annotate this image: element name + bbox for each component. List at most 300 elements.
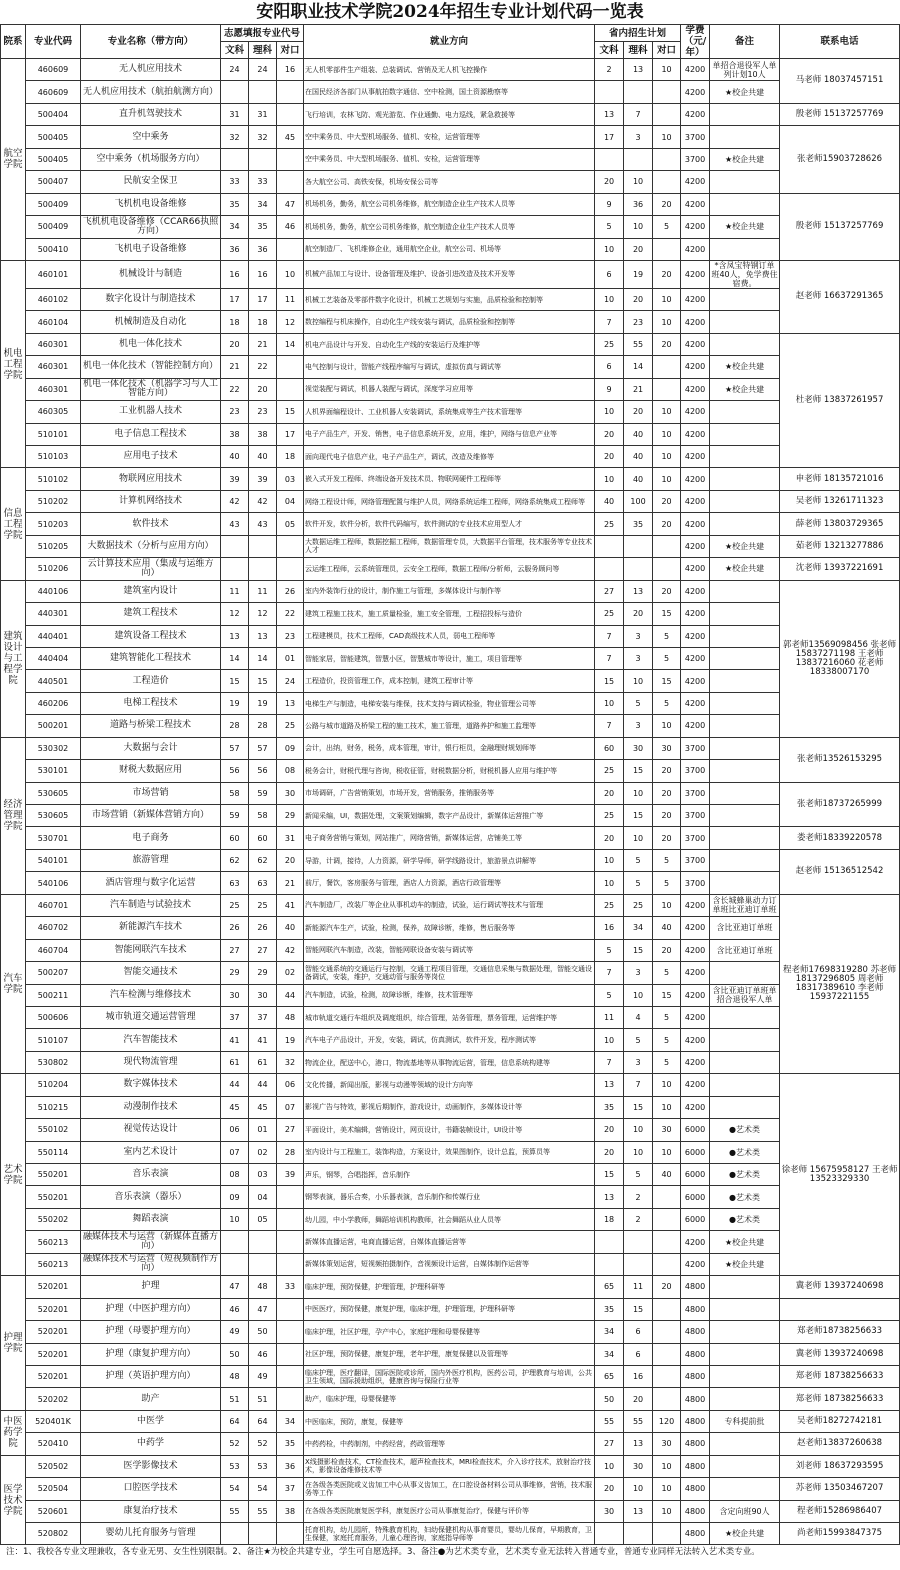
zy-wenke-code: 37	[221, 1006, 249, 1028]
plan-like: 40	[624, 446, 653, 468]
job-direction: 物流企业，配送中心，港口，物流基地等从事物流运营，管理，信息系统构建等	[304, 1051, 595, 1073]
job-direction: 在各级各类医院康复医学科，康复医疗公司从事康复治疗，保健与评价等	[304, 1500, 595, 1522]
table-row	[1, 535, 900, 557]
zy-duikou-code: 46	[277, 216, 304, 238]
table-row	[1, 171, 900, 193]
tuition-fee: 4800	[681, 1433, 710, 1455]
contact-phone: 程老师17698319280 苏老师18137296805 周老师18317389610 李老师15937221155	[780, 894, 900, 1074]
job-direction: 社区护理，预防保健，康复护理，老年护理，康复保健以及管理等	[304, 1343, 595, 1365]
zy-like-code	[249, 1253, 277, 1275]
plan-wenke: 6	[595, 260, 624, 288]
zy-duikou-code: 12	[277, 311, 304, 333]
major-name: 飞机机电设备维修	[81, 193, 221, 215]
tuition-fee: 4200	[681, 715, 710, 737]
note	[710, 805, 780, 827]
zy-like-code: 26	[249, 917, 277, 939]
zy-like-code	[249, 81, 277, 103]
major-name: 工程造价	[81, 670, 221, 692]
note	[710, 603, 780, 625]
note	[710, 1365, 780, 1387]
job-direction: 工程建模员，技术工程师，CAD高级技术人员，弱电工程师等	[304, 625, 595, 647]
plan-wenke: 9	[595, 378, 624, 400]
job-direction: 托育机构，幼儿园所，特殊教育机构，妇幼保健机构从事育婴员，婴幼儿保育，早期教育，卫生保健，家庭托育服务，儿童心理咨询，家庭指导师等	[304, 1523, 595, 1545]
tuition-fee: 4800	[681, 1321, 710, 1343]
major-code: 500606	[26, 1006, 81, 1028]
job-direction: 电梯生产与制造，电梯安装与维保，技术支持与调试检验，物业管理公司等	[304, 692, 595, 714]
tuition-fee: 4200	[681, 692, 710, 714]
zy-wenke-code: 26	[221, 917, 249, 939]
table-row	[1, 1343, 900, 1365]
plan-wenke: 2	[595, 59, 624, 81]
note	[710, 311, 780, 333]
table-row	[1, 1231, 900, 1253]
major-code: 440404	[26, 647, 81, 669]
job-direction: 大数据运维工程师，数据挖掘工程师，数据管理专员，大数据平台管理，技术服务等专业技术人才	[304, 535, 595, 557]
tuition-fee: 4200	[681, 401, 710, 423]
plan-duikou: 10	[653, 311, 681, 333]
major-name: 数字化设计与制造技术	[81, 288, 221, 310]
table-row	[1, 1253, 900, 1275]
table-row	[1, 1500, 900, 1522]
plan-duikou: 10	[653, 1141, 681, 1163]
zy-wenke-code	[221, 558, 249, 580]
major-name: 视觉传达设计	[81, 1119, 221, 1141]
major-code: 520502	[26, 1455, 81, 1477]
zy-like-code	[249, 1231, 277, 1253]
zy-duikou-code: 29	[277, 805, 304, 827]
zy-like-code: 43	[249, 513, 277, 535]
zy-wenke-code: 24	[221, 59, 249, 81]
table-row	[1, 311, 900, 333]
major-code: 500201	[26, 715, 81, 737]
note	[710, 737, 780, 759]
zy-like-code: 32	[249, 126, 277, 148]
zy-wenke-code: 58	[221, 782, 249, 804]
plan-wenke: 25	[595, 760, 624, 782]
major-name: 市场营销	[81, 782, 221, 804]
zy-duikou-code	[277, 356, 304, 378]
plan-duikou: 5	[653, 647, 681, 669]
major-name: 汽车制造与试验技术	[81, 894, 221, 916]
zy-like-code: 62	[249, 849, 277, 871]
plan-wenke: 7	[595, 962, 624, 984]
contact-phone: 程老师15286986407	[780, 1500, 900, 1522]
zy-duikou-code: 01	[277, 647, 304, 669]
major-code: 510203	[26, 513, 81, 535]
contact-phone: 苏老师 13503467207	[780, 1478, 900, 1500]
plan-duikou: 20	[653, 490, 681, 512]
plan-wenke	[595, 535, 624, 557]
zy-wenke-code: 52	[221, 1433, 249, 1455]
job-direction: 汽车制造厂，改装厂等企业从事机动车的制造，试验，运行调试等技术与管理	[304, 894, 595, 916]
note: 含比亚迪订单班	[710, 917, 780, 939]
zy-duikou-code: 11	[277, 288, 304, 310]
tuition-fee: 4200	[681, 468, 710, 490]
zy-wenke-code: 06	[221, 1119, 249, 1141]
note	[710, 468, 780, 490]
tuition-fee: 4200	[681, 1029, 710, 1051]
zy-like-code: 55	[249, 1500, 277, 1522]
major-code: 440106	[26, 580, 81, 602]
contact-phone: 赵老师 15136512542	[780, 849, 900, 894]
plan-duikou: 10	[653, 423, 681, 445]
zy-duikou-code: 39	[277, 1164, 304, 1186]
plan-like: 10	[624, 984, 653, 1006]
zy-duikou-code: 34	[277, 1410, 304, 1432]
major-name: 空中乘务	[81, 126, 221, 148]
header-plan-group: 省内招生计划	[595, 25, 681, 42]
plan-like: 6	[624, 1321, 653, 1343]
major-name: 应用电子技术	[81, 446, 221, 468]
major-code: 520202	[26, 1388, 81, 1410]
major-code: 510102	[26, 468, 81, 490]
contact-phone: 沈老师 13937221691	[780, 558, 900, 580]
zy-duikou-code	[277, 1343, 304, 1365]
tuition-fee: 3700	[681, 805, 710, 827]
plan-like	[624, 1231, 653, 1253]
note	[710, 1388, 780, 1410]
zy-like-code: 23	[249, 401, 277, 423]
plan-like: 15	[624, 760, 653, 782]
plan-wenke: 27	[595, 580, 624, 602]
major-name: 大数据技术（分析与应用方向）	[81, 535, 221, 557]
plan-like: 21	[624, 378, 653, 400]
plan-wenke: 10	[595, 1455, 624, 1477]
tuition-fee: 4800	[681, 1455, 710, 1477]
contact-phone: 吴老师 13261711323	[780, 490, 900, 512]
zy-like-code: 57	[249, 737, 277, 759]
zy-like-code: 16	[249, 260, 277, 288]
major-name: 汽车智能技术	[81, 1029, 221, 1051]
zy-wenke-code: 49	[221, 1321, 249, 1343]
zy-wenke-code: 41	[221, 1029, 249, 1051]
table-row	[1, 805, 900, 827]
job-direction: 智能网联汽车制造，改装，智能网联设备安装与调试等	[304, 939, 595, 961]
note	[710, 1074, 780, 1096]
table-row	[1, 939, 900, 961]
major-code: 510202	[26, 490, 81, 512]
major-code: 460206	[26, 692, 81, 714]
plan-like: 6	[624, 1343, 653, 1365]
note: ★校企共建	[710, 148, 780, 170]
major-name: 酒店管理与数字化运营	[81, 872, 221, 894]
enrollment-table	[0, 24, 900, 1545]
zy-wenke-code: 11	[221, 580, 249, 602]
tuition-fee: 4800	[681, 1365, 710, 1387]
zy-like-code	[249, 148, 277, 170]
note	[710, 193, 780, 215]
contact-phone: 冀老师 13937240698	[780, 1276, 900, 1298]
major-code: 510206	[26, 558, 81, 580]
job-direction: 机电产品设计与开发、自动化生产线的安装运行及维护等	[304, 333, 595, 355]
plan-like: 5	[624, 872, 653, 894]
zy-duikou-code: 36	[277, 1455, 304, 1477]
major-code: 500410	[26, 238, 81, 260]
note: ★校企共建	[710, 1523, 780, 1545]
major-name: 大数据与会计	[81, 737, 221, 759]
zy-like-code: 17	[249, 288, 277, 310]
plan-duikou: 20	[653, 827, 681, 849]
plan-wenke: 13	[595, 1074, 624, 1096]
job-direction: 声乐，钢琴，合唱指挥，音乐制作	[304, 1164, 595, 1186]
zy-duikou-code	[277, 103, 304, 125]
plan-like: 2	[624, 1208, 653, 1230]
major-code: 520401K	[26, 1410, 81, 1432]
plan-like: 7	[624, 1074, 653, 1096]
footnote: 注：1、我校各专业文理兼收，各专业无男、女生性别限制。2、备注★为校企共建专业，学生可自愿选择。3、备注●为艺术类专业，艺术类专业无法转入普通专业，普通专业同样无法转入艺术类专业。	[6, 1547, 760, 1557]
contact-phone: 张老师15903728626	[780, 126, 900, 193]
job-direction: 新能源汽车生产，试验，检测，保养，故障诊断，维修，售后服务等	[304, 917, 595, 939]
plan-wenke: 20	[595, 1119, 624, 1141]
plan-wenke: 25	[595, 894, 624, 916]
zy-duikou-code: 10	[277, 260, 304, 288]
note	[710, 1006, 780, 1028]
major-name: 云计算技术应用（集成与运维方向）	[81, 558, 221, 580]
department-name: 艺术学院	[1, 1074, 26, 1276]
plan-wenke: 60	[595, 737, 624, 759]
zy-like-code: 04	[249, 1186, 277, 1208]
plan-duikou: 10	[653, 1500, 681, 1522]
table-row	[1, 1074, 900, 1096]
job-direction: 视觉装配与调试，机器人装配与调试，深度学习应用等	[304, 378, 595, 400]
zy-like-code: 05	[249, 1208, 277, 1230]
major-code: 440401	[26, 625, 81, 647]
plan-duikou: 20	[653, 805, 681, 827]
tuition-fee: 4200	[681, 288, 710, 310]
plan-duikou	[653, 103, 681, 125]
zy-like-code: 44	[249, 1074, 277, 1096]
major-name: 飞机电子设备维修	[81, 238, 221, 260]
table-row	[1, 1276, 900, 1298]
tuition-fee: 4200	[681, 446, 710, 468]
table-row	[1, 126, 900, 148]
plan-wenke: 13	[595, 103, 624, 125]
contact-phone: 张老师18737265999	[780, 782, 900, 827]
plan-wenke: 25	[595, 805, 624, 827]
zy-duikou-code: 33	[277, 1276, 304, 1298]
major-name: 舞蹈表演	[81, 1208, 221, 1230]
contact-phone	[780, 1298, 900, 1320]
plan-duikou: 20	[653, 513, 681, 535]
tuition-fee: 3700	[681, 827, 710, 849]
table-row	[1, 81, 900, 103]
major-code: 550102	[26, 1119, 81, 1141]
zy-duikou-code: 24	[277, 670, 304, 692]
tuition-fee: 4200	[681, 59, 710, 81]
tuition-fee: 4200	[681, 171, 710, 193]
department-name: 信息工程学院	[1, 468, 26, 580]
table-row	[1, 670, 900, 692]
major-name: 旅游管理	[81, 849, 221, 871]
major-name: 音乐表演	[81, 1164, 221, 1186]
zy-like-code: 28	[249, 715, 277, 737]
contact-phone: 郭老师13569098456 张老师15837271198 王老师 13837216060 花老师 18338007170	[780, 580, 900, 737]
major-code: 520410	[26, 1433, 81, 1455]
department-name: 航空学院	[1, 59, 26, 261]
plan-wenke: 7	[595, 1051, 624, 1073]
zy-duikou-code: 04	[277, 490, 304, 512]
zy-like-code: 13	[249, 625, 277, 647]
department-name: 建筑设计与工程学院	[1, 580, 26, 737]
zy-like-code: 33	[249, 171, 277, 193]
plan-duikou	[653, 535, 681, 557]
plan-like: 4	[624, 1006, 653, 1028]
major-code: 520201	[26, 1343, 81, 1365]
job-direction: 文化传播，新闻出版，影视与动漫等领域的设计方向等	[304, 1074, 595, 1096]
major-code: 460701	[26, 894, 81, 916]
note	[710, 1298, 780, 1320]
table-row	[1, 490, 900, 512]
plan-like: 15	[624, 939, 653, 961]
major-code: 520201	[26, 1276, 81, 1298]
plan-wenke	[595, 1523, 624, 1545]
tuition-fee: 4200	[681, 1006, 710, 1028]
job-direction: 机械产品加工与设计、设备管理及维护、设备引进改造及技术开发等	[304, 260, 595, 288]
zy-like-code: 18	[249, 311, 277, 333]
zy-like-code: 27	[249, 939, 277, 961]
note: 含定向班90人	[710, 1500, 780, 1522]
major-name: 护理	[81, 1276, 221, 1298]
plan-duikou: 10	[653, 468, 681, 490]
plan-wenke: 10	[595, 872, 624, 894]
plan-wenke: 35	[595, 1096, 624, 1118]
plan-duikou: 40	[653, 917, 681, 939]
job-direction: 嵌入式开发工程师、终端设备开发技术员、物联网硬件工程师等	[304, 468, 595, 490]
tuition-fee: 3700	[681, 148, 710, 170]
zy-like-code: 01	[249, 1119, 277, 1141]
table-row	[1, 260, 900, 288]
header-code: 专业代码	[26, 25, 81, 59]
plan-wenke: 5	[595, 939, 624, 961]
major-name: 建筑室内设计	[81, 580, 221, 602]
major-name: 机械制造及自动化	[81, 311, 221, 333]
contact-phone: 马老师 18037457151	[780, 59, 900, 104]
plan-like: 3	[624, 715, 653, 737]
tuition-fee: 4800	[681, 1276, 710, 1298]
tuition-fee: 4200	[681, 625, 710, 647]
plan-wenke: 10	[595, 692, 624, 714]
major-name: 电梯工程技术	[81, 692, 221, 714]
tuition-fee: 4200	[681, 513, 710, 535]
zy-duikou-code	[277, 1321, 304, 1343]
zy-like-code: 50	[249, 1321, 277, 1343]
header-plan-like: 理科	[624, 42, 653, 59]
tuition-fee: 4200	[681, 917, 710, 939]
table-row	[1, 148, 900, 170]
major-code: 520201	[26, 1298, 81, 1320]
tuition-fee: 4200	[681, 558, 710, 580]
major-code: 460101	[26, 260, 81, 288]
job-direction: 临床护理，预防保健，护理管理，护理科研等	[304, 1276, 595, 1298]
major-name: 新能源汽车技术	[81, 917, 221, 939]
note	[710, 1029, 780, 1051]
zy-wenke-code: 14	[221, 647, 249, 669]
zy-duikou-code: 03	[277, 468, 304, 490]
table-row	[1, 356, 900, 378]
major-name: 融媒体技术与运营（短视频制作方向）	[81, 1253, 221, 1275]
note	[710, 446, 780, 468]
zy-duikou-code: 07	[277, 1096, 304, 1118]
tuition-fee: 6000	[681, 1164, 710, 1186]
contact-phone: 申老师 18135721016	[780, 468, 900, 490]
plan-duikou	[653, 1388, 681, 1410]
major-name: 中医学	[81, 1410, 221, 1432]
job-direction: 智能家居，智能建筑，智慧小区，智慧城市等设计，施工，项目管理等	[304, 647, 595, 669]
plan-like: 35	[624, 513, 653, 535]
table-row	[1, 446, 900, 468]
major-code: 460305	[26, 401, 81, 423]
contact-phone: 郑老师 18738256633	[780, 1388, 900, 1410]
major-code: 460301	[26, 333, 81, 355]
job-direction: 在国民经济各部门从事航拍数字通信、空中检测，国土资源勘察等	[304, 81, 595, 103]
zy-like-code: 52	[249, 1433, 277, 1455]
tuition-fee: 4200	[681, 939, 710, 961]
zy-wenke-code: 47	[221, 1276, 249, 1298]
tuition-fee: 4200	[681, 1253, 710, 1275]
major-code: 530701	[26, 827, 81, 849]
job-direction: 云运维工程师，云系统管理员，云安全工程师，数据工程师/分析师，云服务顾问等	[304, 558, 595, 580]
tuition-fee: 6000	[681, 1119, 710, 1141]
plan-wenke: 34	[595, 1343, 624, 1365]
zy-duikou-code: 32	[277, 1051, 304, 1073]
note: ★校企共建	[710, 535, 780, 557]
contact-phone: 尚老师15993847375	[780, 1523, 900, 1545]
plan-duikou: 10	[653, 446, 681, 468]
table-row	[1, 1186, 900, 1208]
zy-wenke-code: 60	[221, 827, 249, 849]
plan-wenke: 50	[595, 1388, 624, 1410]
note: 含长城蜂巢动力订单班比亚迪订单班	[710, 894, 780, 916]
zy-duikou-code: 45	[277, 126, 304, 148]
zy-wenke-code: 10	[221, 1208, 249, 1230]
major-name: 现代物流管理	[81, 1051, 221, 1073]
plan-duikou	[653, 1321, 681, 1343]
note	[710, 580, 780, 602]
zy-duikou-code: 44	[277, 984, 304, 1006]
zy-wenke-code: 64	[221, 1410, 249, 1432]
table-row	[1, 1029, 900, 1051]
plan-wenke: 25	[595, 513, 624, 535]
plan-duikou: 5	[653, 1029, 681, 1051]
zy-wenke-code: 28	[221, 715, 249, 737]
major-name: 无人机应用技术	[81, 59, 221, 81]
tuition-fee: 4200	[681, 490, 710, 512]
job-direction: 无人机零部件生产组装、总装调试、营销及无人机飞控操作	[304, 59, 595, 81]
tuition-fee: 4200	[681, 670, 710, 692]
plan-wenke: 20	[595, 1141, 624, 1163]
zy-like-code: 48	[249, 1276, 277, 1298]
plan-wenke: 5	[595, 216, 624, 238]
tuition-fee: 4800	[681, 1343, 710, 1365]
zy-wenke-code: 38	[221, 423, 249, 445]
contact-phone: 娄老师18339220578	[780, 827, 900, 849]
contact-phone: 茹老师 13213277886	[780, 535, 900, 557]
major-name: 动漫制作技术	[81, 1096, 221, 1118]
zy-like-code: 35	[249, 216, 277, 238]
note: 专科提前批	[710, 1410, 780, 1432]
note	[710, 849, 780, 871]
contact-phone: 郑老师 18738256633	[780, 1365, 900, 1387]
tuition-fee: 3700	[681, 760, 710, 782]
plan-duikou: 20	[653, 760, 681, 782]
major-code: 500409	[26, 193, 81, 215]
plan-wenke: 6	[595, 356, 624, 378]
zy-duikou-code	[277, 535, 304, 557]
job-direction: 空中乘务员、中大型机场服务、值机、安检，运营管理等	[304, 126, 595, 148]
table-row	[1, 423, 900, 445]
contact-phone: 吴老师18272742181	[780, 1410, 900, 1432]
plan-duikou: 5	[653, 625, 681, 647]
